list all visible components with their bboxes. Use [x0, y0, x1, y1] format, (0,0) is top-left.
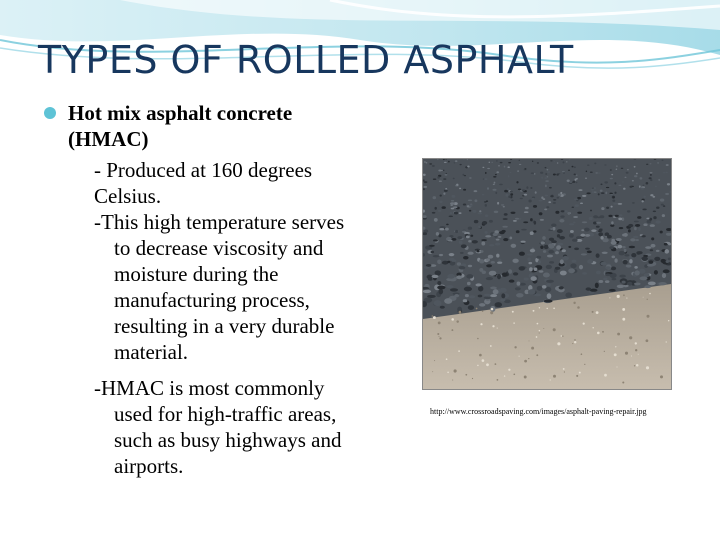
sub-point-viscosity — [94, 209, 344, 365]
sub-point-line: airports. — [114, 454, 184, 478]
asphalt-photo — [422, 158, 672, 390]
sub-point-line: used for high-traffic areas, — [114, 402, 337, 426]
bullet-heading-line2: (HMAC) — [68, 127, 149, 151]
sub-point-line: resulting in a very durable — [114, 314, 335, 338]
bullet-heading — [44, 100, 374, 152]
sub-point-first-line: - Produced at 160 degrees — [94, 158, 313, 182]
sub-point-first-line: -This high temperature serves — [94, 210, 345, 234]
sub-point-temperature — [94, 157, 312, 209]
sub-point-line: Celsius. — [94, 184, 162, 208]
sub-point-line: such as busy highways and — [114, 428, 342, 452]
sub-point-line: to decrease viscosity and — [114, 236, 324, 260]
sub-point-line: moisture during the — [114, 262, 279, 286]
sub-point-line: material. — [114, 340, 189, 364]
sub-point-line: manufacturing process, — [114, 288, 310, 312]
sub-point-usage — [94, 375, 341, 479]
slide-title: TYPES OF ROLLED ASPHALT — [38, 38, 574, 82]
bullet-dot-icon — [44, 107, 56, 119]
image-caption: http://www.crossroadspaving.com/images/asphalt-paving-repair.jpg — [430, 407, 647, 416]
sub-point-first-line: -HMAC is most commonly — [94, 376, 325, 400]
bullet-heading-line1: Hot mix asphalt concrete — [68, 101, 293, 125]
